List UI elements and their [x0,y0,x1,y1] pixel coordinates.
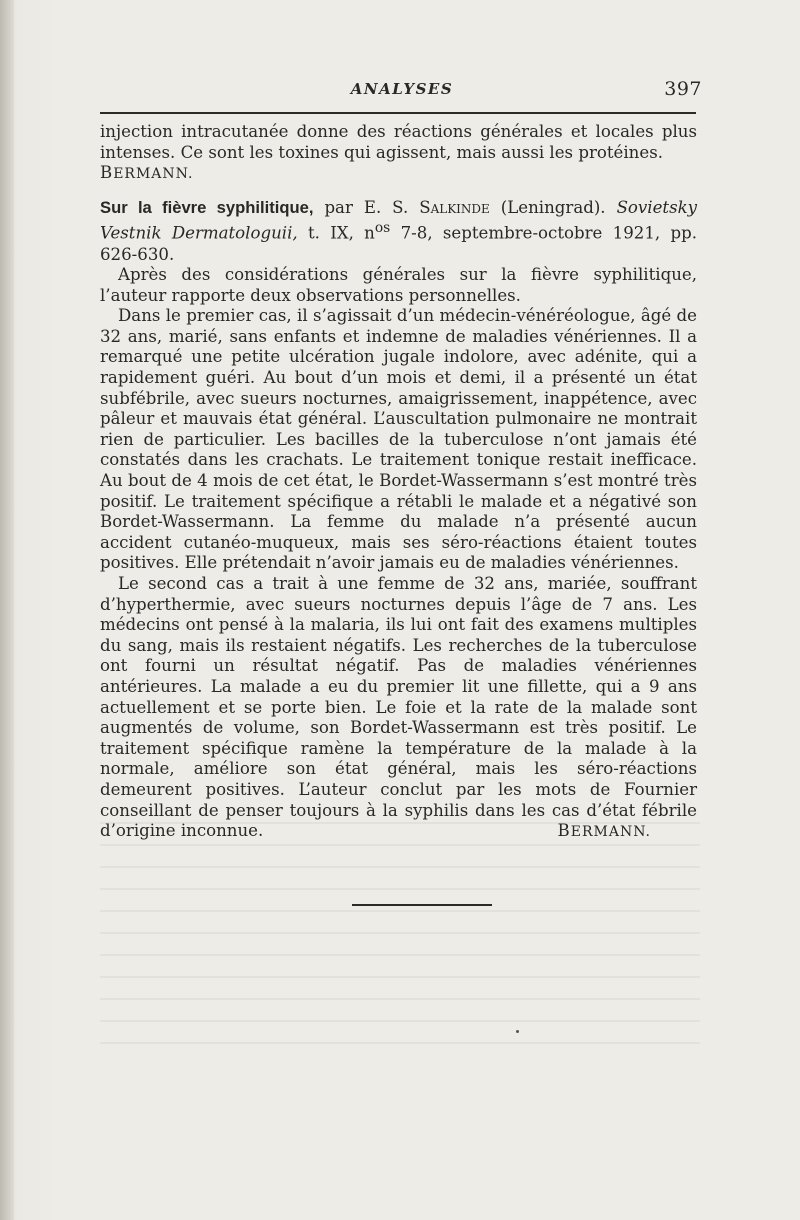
page-left-edge-shadow [0,0,14,1220]
signature-initial: B [100,163,114,183]
running-header [102,78,702,104]
article-citation-rest: 7-8, septembre-octobre 1921, pp. 626-630. [100,223,697,264]
signature-rest: ERMANN. [113,166,194,183]
body-text [100,122,697,843]
continuation-signature [100,163,697,185]
continuation-paragraph: injection intracutanée donne des réactions générales et locales plus intenses. Ce sont les toxines qui agissent, mais aussi les protéines. [100,122,697,162]
article-citation-sup: os [374,220,391,237]
article-paragraph: Dans le premier cas, il s’agissait d’un médecin-vénéréologue, âgé de 32 ans, marié, sans enfants et indemne de maladies vénériennes. Il a remarqué une petite ulcération jugale indolore, avec adénite, qui a rapidement guéri. Au bout d’un mois et demi, il a présenté un état subfébrile, avec sueurs nocturnes, amaigrissement, inappétence, avec pâleur et mauvais état général. L’auscultation pulmonaire ne montrait rien de particulier. Les bacilles de la tuberculose n’ont jamais été constatés dans les crachats. Le traitement tonique restait inefficace. Au bout de 4 mois de cet état, le Bordet-Wassermann s’est montré très positif. Le traitement spécifique a rétabli le malade et a négativé son Bordet-Wassermann. La femme du malade n’a présenté aucun accident cutanéo-muqueux, mais ses séro-réactions étaient toutes positives. Elle prétendait n’avoir jamais eu de maladies vénériennes. [100,306,697,573]
article-paragraph-text: Le second cas a trait à une femme de 32 ans, mariée, souffrant d’hyperthermie, avec sueurs nocturnes depuis l’âge de 7 ans. Les médecins ont pensé à la malaria, ils lui ont fait des examens multiples du sang, mais ils restaient négatifs. Les recherches de la tuberculose ont fourni un résultat négatif. Pas de maladies vénériennes antérieures. La malade a eu du premier lit une fillette, qui a 9 ans actuellement et se porte bien. Le foie et la rate de la malade sont augmentés de volume, son Bordet-Wassermann est très positif. Le traitement spécifique ramène la température de la malade à la normale, améliore son état général, mais les séro-réactions demeurent positives. L’auteur conclut par les mots de Fournier conseillant de penser toujours à la syphilis dans les cas d’état fébrile d’origine inconnue. [100,574,697,841]
article-journal: Sovietsky Vestnik Dermatologuii, [100,197,698,243]
article-signature [540,821,651,843]
article-paragraph: Après des considérations générales sur la fièvre syphilitique, l’auteur rapporte deux observations personnelles. [100,265,697,305]
page-number: 397 [664,78,702,100]
signature-rest: ERMANN. [570,824,651,841]
article-citation: t. IX, n [307,223,375,243]
running-title: ANALYSES [350,80,454,98]
article-paragraph-last [100,574,697,842]
end-of-section-rule [352,904,492,906]
signature-initial: B [557,821,571,841]
show-through-texture [100,810,700,1060]
article-heading [100,198,697,265]
header-rule [100,112,696,114]
article-author: Salkinde [419,197,490,217]
article-by: par E. S. [324,197,409,217]
paper-speck [516,1030,519,1033]
article-affiliation: (Leningrad). [500,197,606,217]
article-title: Sur la fièvre syphilitique, [100,197,314,217]
